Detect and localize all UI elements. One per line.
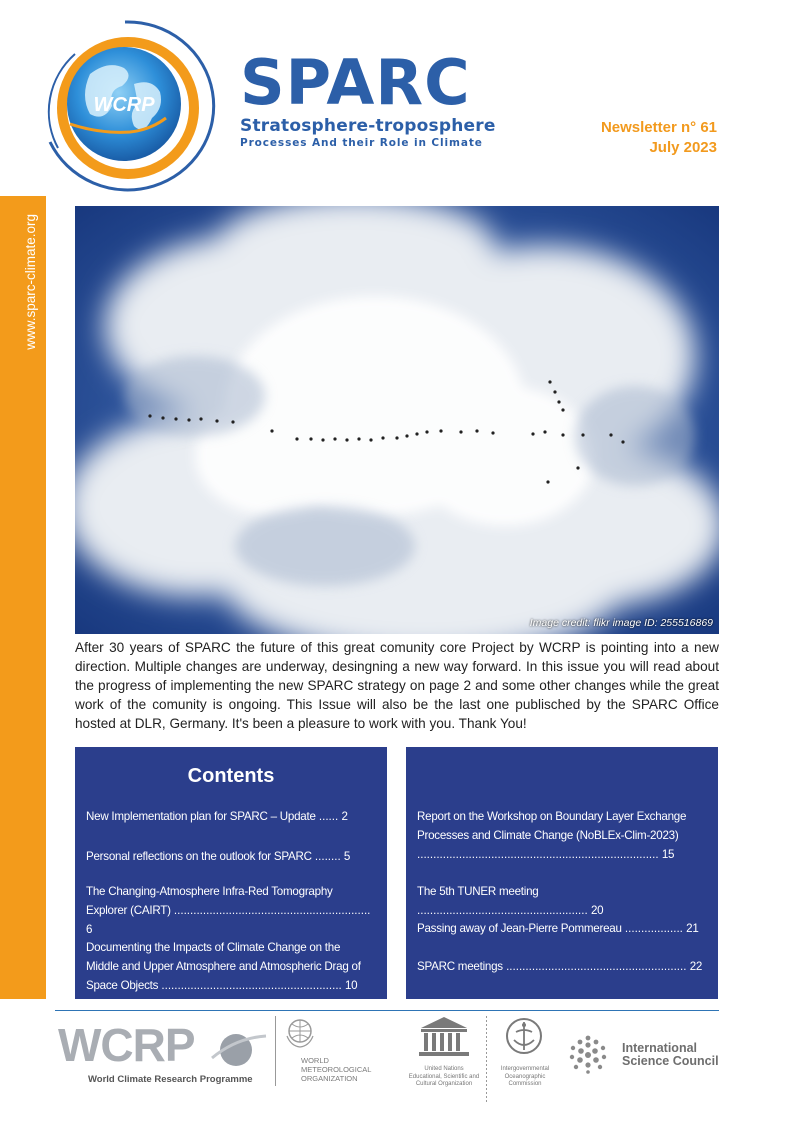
toc-entry-title: Report on the Workshop on Boundary Layer Exchange Processes and Climate Change (NoBLEx-Clim-2023) — [417, 810, 687, 842]
wmo-line: METEOROLOGICAL — [301, 1065, 372, 1074]
intro-paragraph: After 30 years of SPARC the future of this great comunity core Project by WCRP is pointing into a new direction. Multiple changes are underway, desingning a new way forward. In this issue you will read about the progress of implementing the new SPARC strategy on page 2 and some other changes while the great work of the comunity is ongoing. This Issue will also be the last one publisched by the SPARC Office hosted at DLR, Germany. It's been a pleasure to work with you. Thank You! — [75, 640, 719, 731]
contents-panel-right — [406, 747, 718, 999]
footer-divider — [55, 1010, 719, 1011]
globe-logo-icon — [30, 14, 220, 194]
brand-block — [240, 46, 496, 149]
wmo-emblem-icon — [285, 1016, 315, 1048]
ioc-line: Commission — [508, 1081, 542, 1087]
logo-wcrp-text: WCRP — [93, 94, 155, 116]
toc-entry[interactable]: Passing away of Jean-Pierre Pommereau .................. 21 — [417, 922, 699, 935]
wmo-line: ORGANIZATION — [301, 1074, 358, 1083]
ioc-line: Intergovernmental — [500, 1066, 550, 1072]
toc-entry-title: SPARC meetings — [417, 960, 503, 973]
toc-entry-title: The 5th TUNER meeting — [417, 885, 539, 898]
wcrp-logo-text: WCRP — [58, 1019, 195, 1071]
toc-entry-page: 21 — [686, 922, 699, 935]
sky-birds-image — [75, 206, 719, 634]
isc-dots-icon — [568, 1034, 608, 1074]
toc-entry-page: 5 — [343, 850, 351, 863]
unesco-line: Educational, Scientific and — [408, 1073, 480, 1080]
toc-entry[interactable]: Documenting the Impacts of Climate Change on the Middle and Upper Atmosphere and Atmospheric Drag of Space Objects ........................................................ 10 — [86, 941, 361, 992]
wmo-line: WORLD — [301, 1056, 329, 1065]
wmo-logo — [283, 1016, 383, 1090]
toc-entry[interactable]: The Changing-Atmosphere Infra-Red Tomography Explorer (CAIRT) ............................................................. 6 — [86, 885, 371, 936]
toc-entry[interactable]: SPARC meetings ........................................................ 22 — [417, 960, 703, 973]
toc-entry-page: 15 — [661, 848, 675, 861]
issue-info — [601, 118, 717, 158]
website-link[interactable]: www.sparc-climate.org — [23, 214, 38, 350]
isc-line: International — [622, 1041, 698, 1055]
toc-entry-title: Personal reflections on the outlook for SPARC — [86, 850, 312, 863]
toc-entry-page: 22 — [689, 960, 703, 973]
footer-separator — [275, 1016, 276, 1086]
newsletter-number: Newsletter n° 61 — [600, 119, 717, 136]
isc-line: Science Council — [622, 1054, 719, 1068]
wcrp-full-name: World Climate Research Programme — [88, 1074, 253, 1085]
contents-panel-left — [75, 747, 387, 999]
toc-entry-page: 20 — [590, 904, 604, 917]
toc-entry-page: 10 — [344, 979, 358, 992]
brand-subtitle: Stratosphere-troposphere — [240, 116, 496, 136]
unesco-line: United Nations — [424, 1066, 464, 1072]
toc-entry-title: Passing away of Jean-Pierre Pommereau — [417, 922, 622, 935]
wcrp-globe-icon — [208, 1028, 268, 1068]
toc-entry[interactable]: New Implementation plan for SPARC – Update ...... 2 — [86, 810, 348, 823]
ioc-logo — [490, 1014, 560, 1094]
toc-entry[interactable]: The 5th TUNER meeting ..................................................... 20 — [417, 885, 604, 917]
toc-entry-page: 2 — [341, 810, 348, 823]
sparc-wcrp-logo — [30, 14, 220, 194]
unesco-logo — [402, 1014, 486, 1094]
wcrp-logo — [58, 1018, 273, 1088]
brand-subtitle-full: Processes And their Role in Climate — [240, 137, 483, 149]
isc-logo — [568, 1034, 728, 1074]
toc-entry-page: 6 — [86, 923, 93, 936]
footer-separator — [486, 1016, 487, 1102]
ioc-emblem-icon — [504, 1016, 544, 1058]
hero-photo — [75, 206, 719, 634]
contents-title: Contents — [187, 765, 275, 787]
toc-entry[interactable]: Personal reflections on the outlook for SPARC ........ 5 — [86, 850, 351, 863]
toc-entry[interactable]: Report on the Workshop on Boundary Layer Exchange Processes and Climate Change (NoBLEx-Clim-2023) ........................................................................... 15 — [417, 810, 687, 861]
image-credit: Image credit: flikr image ID: 255516869 — [529, 617, 713, 629]
ioc-line: Oceanographic — [504, 1073, 546, 1080]
toc-entry-title: The Changing-Atmosphere Infra-Red Tomography Explorer (CAIRT) — [86, 885, 333, 917]
toc-entry-title: Documenting the Impacts of Climate Change on the Middle and Upper Atmosphere and Atmospheric Drag of Space Objects — [86, 941, 361, 992]
brand-title: SPARC — [240, 46, 471, 119]
unesco-temple-icon — [417, 1014, 471, 1058]
toc-entry-title: New Implementation plan for SPARC – Update — [86, 810, 316, 823]
issue-date: July 2023 — [649, 139, 717, 156]
unesco-line: Cultural Organization — [415, 1081, 473, 1087]
